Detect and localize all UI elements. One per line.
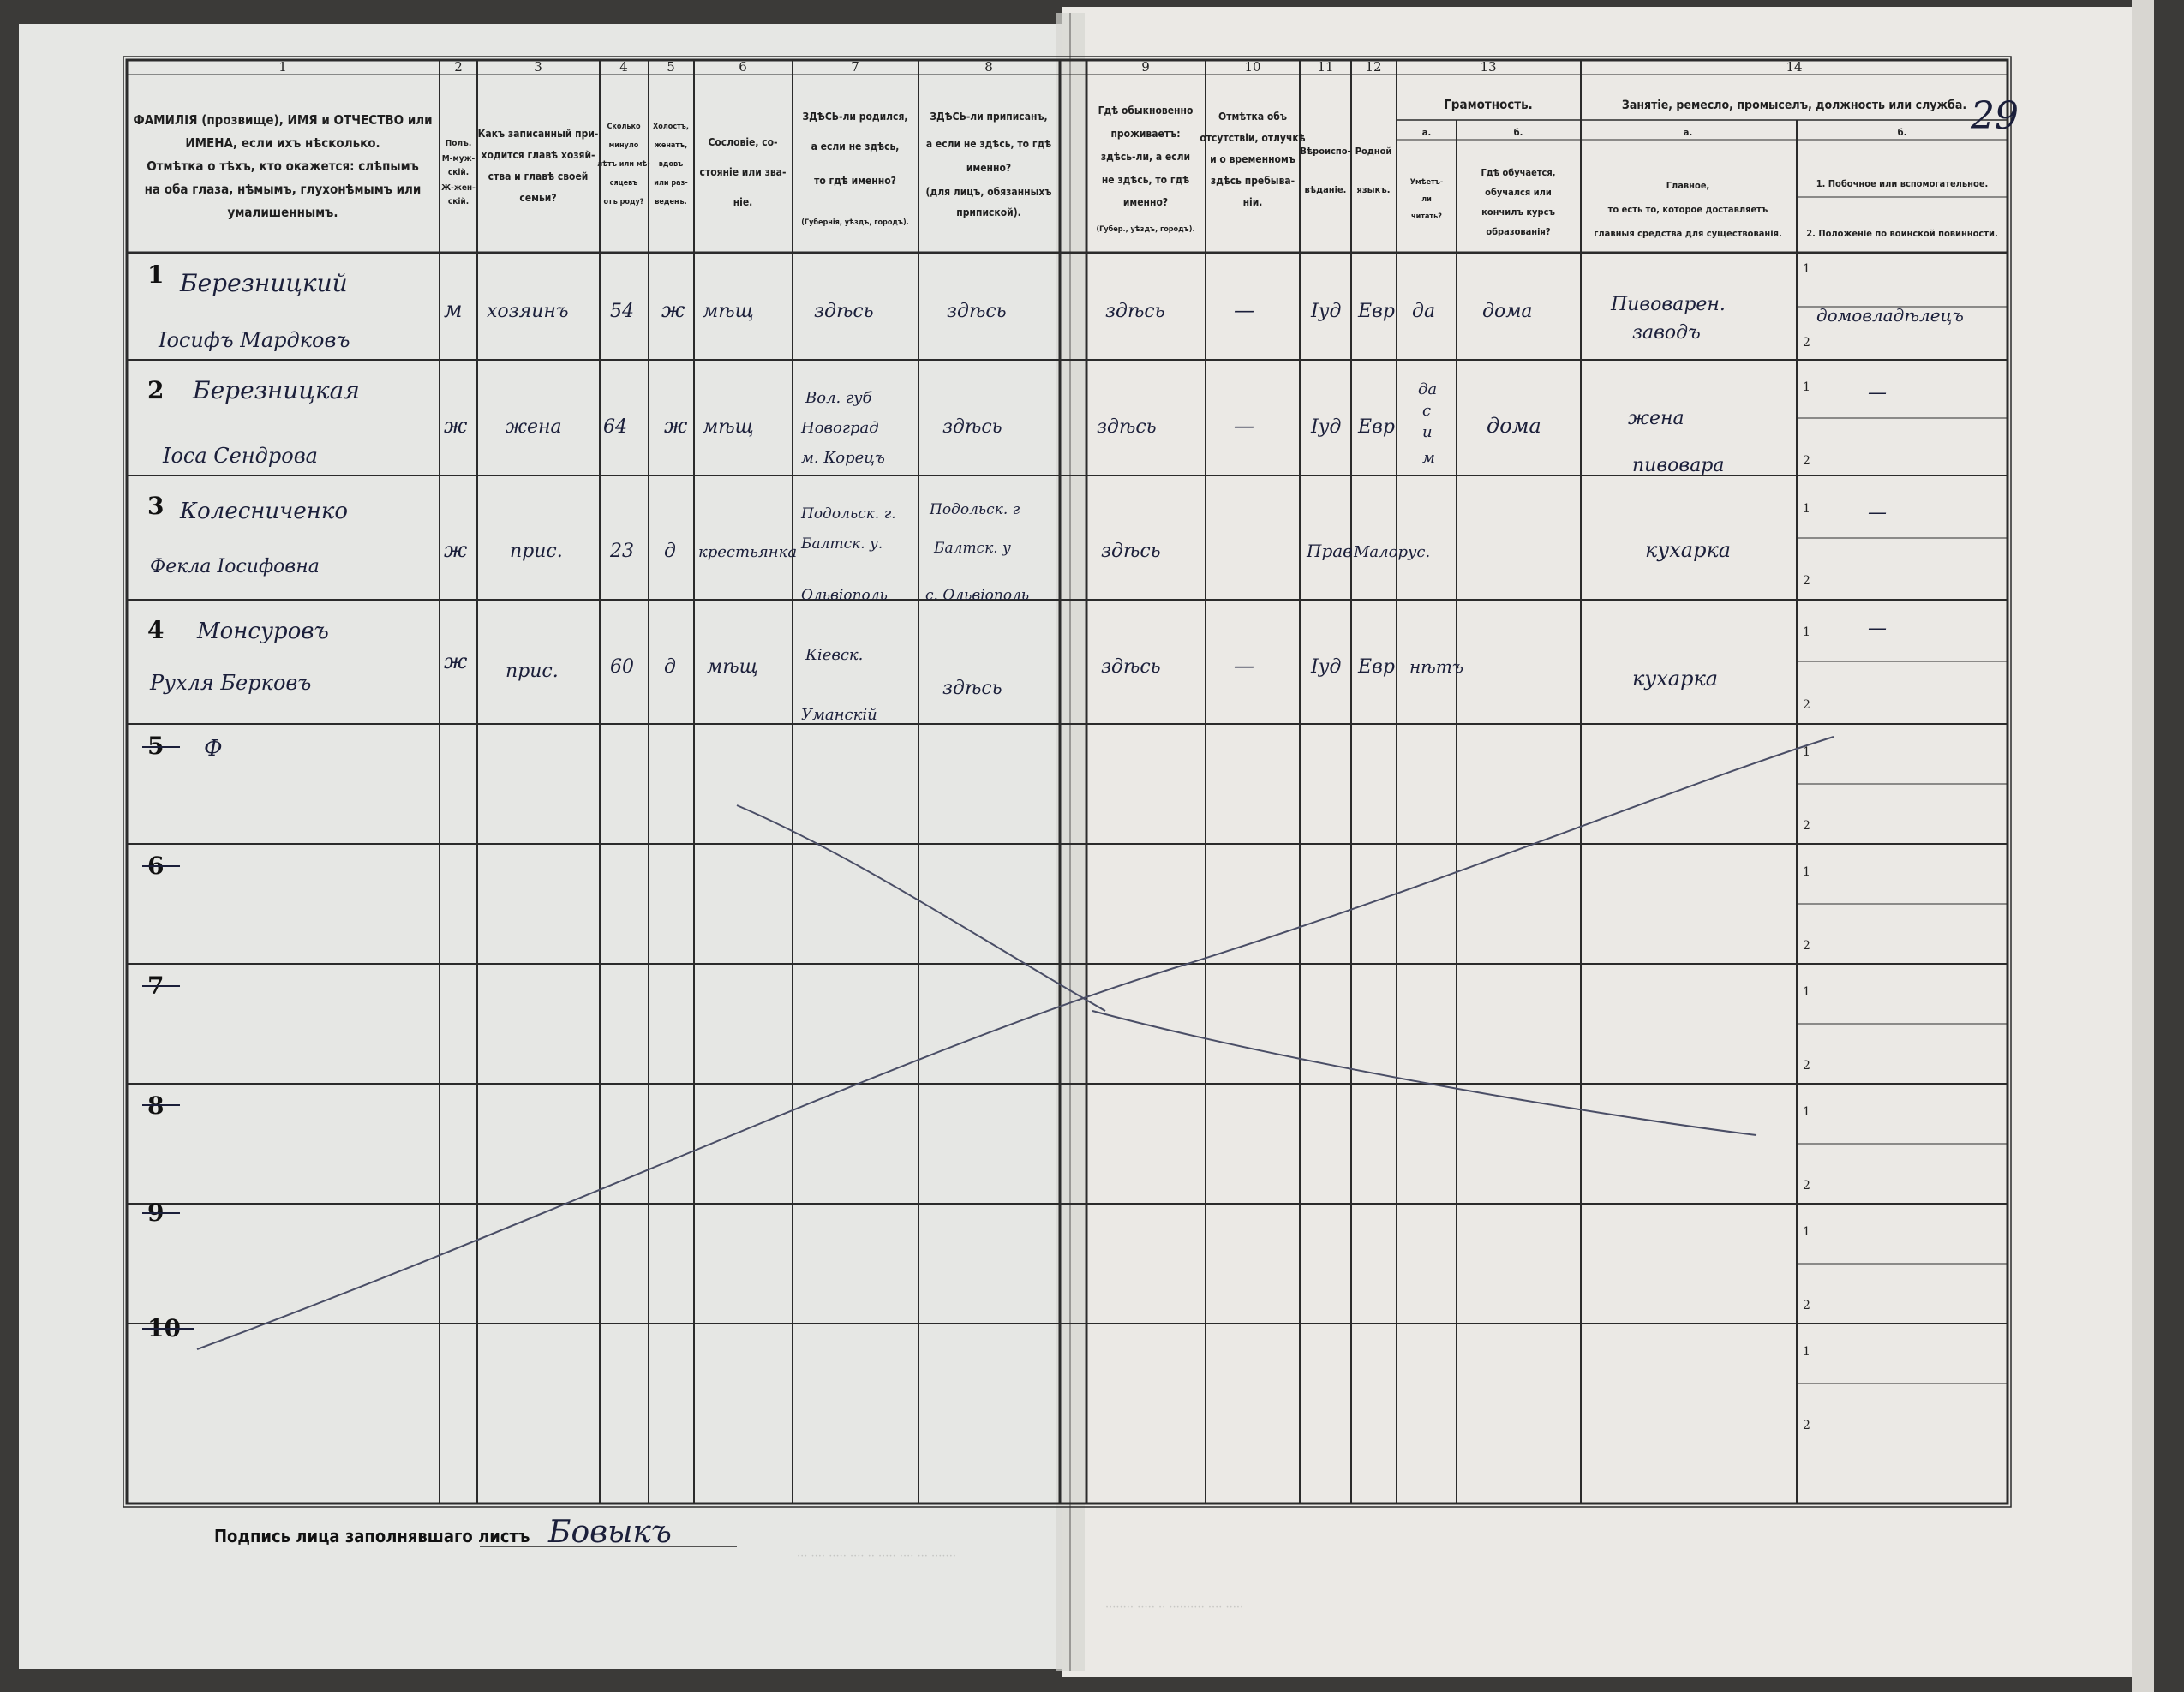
svg-text:здѣсь пребыва-: здѣсь пребыва- (1210, 175, 1295, 187)
svg-text:ніи.: ніи. (1242, 196, 1263, 208)
svg-text:ж: ж (444, 538, 468, 562)
svg-text:—: — (1868, 502, 1887, 523)
svg-text:2: 2 (1803, 336, 1810, 350)
svg-text:на оба глаза, нѣмымъ, глухонѣм: на оба глаза, нѣмымъ, глухонѣмымъ или (144, 182, 422, 197)
svg-text:1: 1 (1803, 745, 1810, 759)
svg-text:главныя средства для существов: главныя средства для существованія. (1594, 228, 1782, 239)
row-number: 4 (147, 616, 165, 644)
svg-text:Евр: Евр (1358, 416, 1395, 438)
svg-text:Іуд: Іуд (1311, 301, 1342, 322)
svg-text:умалишеннымъ.: умалишеннымъ. (227, 205, 338, 220)
svg-text:М-муж-: М-муж- (441, 154, 476, 164)
svg-text:1: 1 (1803, 502, 1810, 516)
svg-text:мѣщ: мѣщ (703, 416, 754, 438)
svg-text:а если не здѣсь, то гдѣ: а если не здѣсь, то гдѣ (925, 138, 1052, 150)
svg-text:ства и главѣ своей: ства и главѣ своей (488, 170, 589, 182)
column-number: 8 (984, 59, 993, 75)
svg-text:Сколько: Сколько (607, 123, 641, 131)
svg-text:Сословіе, со-: Сословіе, со- (708, 136, 778, 148)
svg-text:не здѣсь, то гдѣ: не здѣсь, то гдѣ (1101, 174, 1190, 186)
svg-text:Умѣетъ-: Умѣетъ- (1409, 178, 1444, 187)
svg-text:Вол. губ: Вол. губ (805, 389, 872, 407)
svg-text:Балтск. у: Балтск. у (934, 540, 1011, 557)
svg-text:Отмѣтка о тѣхъ, кто окажется:: Отмѣтка о тѣхъ, кто окажется: слѣпымъ (147, 158, 419, 174)
svg-text:Іуд: Іуд (1311, 416, 1342, 438)
svg-text:Евр: Евр (1358, 656, 1395, 678)
svg-text:именно?: именно? (1122, 196, 1169, 208)
svg-text:здѣсь: здѣсь (1097, 416, 1157, 438)
svg-text:Подольск. г: Подольск. г (930, 501, 1020, 518)
svg-text:Полъ.: Полъ. (445, 139, 472, 148)
svg-text:ЗДѢСЬ-ли приписанъ,: ЗДѢСЬ-ли приписанъ, (930, 111, 1048, 123)
svg-text:лѣтъ или мѣ-: лѣтъ или мѣ- (597, 160, 650, 169)
svg-text:с. Ольвіополь: с. Ольвіополь (925, 587, 1030, 604)
svg-text:и о временномъ: и о временномъ (1210, 153, 1295, 165)
svg-text:веденъ.: веденъ. (655, 198, 687, 206)
column-number: 14 (1786, 59, 1803, 75)
svg-text:Новоград: Новоград (801, 419, 879, 437)
svg-text:заводъ: заводъ (1632, 322, 1701, 344)
svg-text:—: — (1868, 618, 1887, 639)
svg-text:Пивоварен.: Пивоварен. (1611, 294, 1726, 315)
svg-text:жена: жена (1628, 408, 1684, 429)
row-number: 5 (147, 732, 165, 760)
svg-text:64: 64 (603, 416, 627, 438)
svg-text:Монсуровъ: Монсуровъ (197, 619, 329, 644)
svg-text:2: 2 (1803, 698, 1810, 712)
svg-text:а.: а. (1421, 127, 1432, 138)
svg-text:отсутствіи, отлучкѣ: отсутствіи, отлучкѣ (1200, 132, 1306, 144)
svg-text:2: 2 (1803, 574, 1810, 588)
svg-text:Родной: Родной (1355, 146, 1392, 157)
svg-text:Колесниченко: Колесниченко (180, 499, 349, 524)
svg-text:кончилъ курсъ: кончилъ курсъ (1481, 206, 1555, 218)
page-stamp: 29 (1971, 94, 2019, 138)
svg-text:здѣсь: здѣсь (1105, 301, 1165, 322)
column-number: 9 (1141, 59, 1150, 75)
svg-text:хозяинъ: хозяинъ (487, 301, 569, 322)
svg-text:вѣданіе.: вѣданіе. (1304, 184, 1347, 195)
svg-text:2: 2 (1803, 1179, 1810, 1193)
svg-text:м: м (444, 297, 463, 323)
svg-text:········ ····· ·· ·········· ·: ········ ····· ·· ·········· ···· ····· (1105, 1601, 1244, 1614)
right-page (1062, 7, 2144, 1677)
svg-text:скій.: скій. (447, 197, 470, 206)
svg-text:именно?: именно? (966, 162, 1012, 174)
svg-text:1: 1 (1803, 262, 1810, 276)
svg-text:дома: дома (1482, 301, 1533, 322)
column-number: 4 (619, 59, 628, 75)
svg-text:Малорус.: Малорус. (1354, 543, 1431, 561)
row-number: 9 (147, 1199, 165, 1227)
svg-text:Занятіе, ремесло, промыселъ, д: Занятіе, ремесло, промыселъ, должность или служба. (1621, 99, 1967, 112)
svg-text:то гдѣ именно?: то гдѣ именно? (814, 175, 896, 187)
svg-text:мѣщ: мѣщ (703, 301, 754, 322)
svg-text:Подольск. г.: Подольск. г. (801, 505, 896, 523)
svg-text:Іуд: Іуд (1311, 656, 1342, 678)
svg-text:2: 2 (1803, 1419, 1810, 1432)
svg-text:б.: б. (1897, 127, 1907, 138)
svg-text:здѣсь: здѣсь (814, 301, 874, 322)
svg-text:дома: дома (1487, 414, 1541, 438)
svg-text:обучался или: обучался или (1485, 187, 1552, 198)
svg-text:2: 2 (1803, 939, 1810, 953)
svg-text:2: 2 (1803, 1299, 1810, 1312)
svg-text:—: — (1234, 298, 1254, 322)
svg-text:Кіевск.: Кіевск. (805, 646, 864, 664)
svg-text:б.: б. (1513, 127, 1523, 138)
svg-text:1: 1 (1803, 1105, 1810, 1119)
svg-text:отъ роду?: отъ роду? (603, 198, 644, 206)
row5-mark: Ф (204, 736, 223, 762)
left-page (19, 24, 1068, 1669)
svg-text:здѣсь-ли, а если: здѣсь-ли, а если (1100, 151, 1191, 163)
svg-text:2: 2 (1803, 819, 1810, 833)
svg-text:Гдѣ обучается,: Гдѣ обучается, (1481, 167, 1556, 178)
svg-text:а.: а. (1683, 127, 1693, 138)
svg-text:Ольвіополь: Ольвіополь (801, 587, 888, 604)
svg-text:Вѣроиспо-: Вѣроиспо- (1300, 146, 1351, 157)
row-number: 6 (147, 852, 165, 880)
svg-text:минуло: минуло (608, 141, 639, 150)
svg-text:ЗДѢСЬ-ли родился,: ЗДѢСЬ-ли родился, (802, 111, 908, 123)
svg-text:ходится главѣ хозяй-: ходится главѣ хозяй- (481, 149, 595, 161)
svg-text:да: да (1418, 380, 1438, 398)
svg-text:60: 60 (610, 656, 634, 678)
svg-text:ж: ж (444, 414, 468, 438)
signature-label: Подпись лица заполнявшаго листъ (214, 1526, 530, 1546)
svg-text:ж: ж (661, 298, 685, 322)
svg-text:Уманскій: Уманскій (801, 706, 877, 724)
svg-text:крестьянка: крестьянка (698, 543, 798, 561)
svg-text:ФАМИЛІЯ (прозвище), ИМЯ и ОТЧЕ: ФАМИЛІЯ (прозвище), ИМЯ и ОТЧЕСТВО или (133, 112, 433, 128)
svg-text:ИМЕНА, если ихъ нѣсколько.: ИМЕНА, если ихъ нѣсколько. (185, 135, 380, 151)
column-number: 12 (1365, 59, 1382, 75)
svg-text:2: 2 (1803, 454, 1810, 468)
svg-text:кухарка: кухарка (1632, 667, 1719, 691)
svg-text:вдовъ: вдовъ (658, 160, 684, 169)
column-number: 11 (1317, 59, 1334, 75)
row-number: 7 (147, 972, 165, 1000)
column-number: 7 (851, 59, 859, 75)
svg-text:женатъ,: женатъ, (654, 141, 688, 150)
svg-text:д: д (664, 656, 676, 678)
svg-text:Березницкий: Березницкий (180, 269, 348, 297)
column-number: 13 (1480, 59, 1497, 75)
svg-text:2. Положеніе по воинской повин: 2. Положеніе по воинской повинности. (1806, 228, 1998, 239)
svg-text:жена: жена (506, 416, 562, 438)
svg-text:пивовара: пивовара (1632, 455, 1725, 476)
svg-text:Какъ записанный при-: Какъ записанный при- (477, 128, 599, 140)
svg-text:1: 1 (1803, 985, 1810, 999)
svg-text:припиской).: припиской). (956, 206, 1021, 218)
svg-text:1: 1 (1803, 625, 1810, 639)
column-number: 10 (1244, 59, 1261, 75)
svg-text:Гдѣ обыкновенно: Гдѣ обыкновенно (1098, 105, 1194, 117)
column-number: 6 (739, 59, 747, 75)
svg-text:—: — (1234, 414, 1254, 438)
row-number: 1 (147, 260, 165, 289)
svg-text:Евр: Евр (1358, 301, 1395, 322)
svg-text:54: 54 (610, 301, 634, 322)
svg-text:здѣсь: здѣсь (1101, 541, 1161, 562)
svg-text:2: 2 (1803, 1059, 1810, 1073)
svg-text:м. Корецъ: м. Корецъ (801, 449, 885, 467)
svg-text:скій.: скій. (447, 168, 470, 177)
svg-text:здѣсь: здѣсь (947, 301, 1007, 322)
svg-text:домовладѣлецъ: домовладѣлецъ (1816, 305, 1964, 326)
svg-text:да: да (1412, 301, 1436, 322)
svg-text:1: 1 (1803, 380, 1810, 394)
column-number: 2 (454, 59, 463, 75)
svg-text:Березницкая: Березницкая (193, 376, 360, 404)
row-number: 10 (147, 1314, 181, 1342)
svg-text:ніе.: ніе. (733, 196, 753, 208)
svg-text:здѣсь: здѣсь (1101, 656, 1161, 678)
svg-text:Грамотность.: Грамотность. (1444, 97, 1533, 112)
column-number: 3 (534, 59, 542, 75)
svg-text:(Губер., уѣздъ, городъ).: (Губер., уѣздъ, городъ). (1096, 225, 1195, 234)
svg-text:ж: ж (444, 649, 468, 673)
svg-text:кухарка: кухарка (1645, 538, 1732, 562)
svg-text:1: 1 (1803, 1345, 1810, 1359)
svg-text:нѣтъ: нѣтъ (1409, 656, 1464, 677)
svg-text:с: с (1422, 402, 1432, 420)
svg-text:Ж-жен-: Ж-жен- (441, 183, 476, 193)
svg-text:языкъ.: языкъ. (1356, 184, 1391, 195)
svg-text:то есть то, которое доставляет: то есть то, которое доставляетъ (1607, 204, 1768, 215)
svg-text:ли: ли (1421, 195, 1432, 204)
svg-text:здѣсь: здѣсь (942, 416, 1002, 438)
svg-text:1: 1 (1803, 865, 1810, 879)
svg-text:··· ···· ····· ···· ·· ····· ·: ··· ···· ····· ···· ·· ····· ···· ··· ······· (797, 1550, 956, 1563)
svg-text:ж: ж (664, 414, 688, 438)
svg-text:Іоса Сендрова: Іоса Сендрова (163, 444, 318, 468)
svg-text:читать?: читать? (1411, 212, 1442, 221)
svg-text:и: и (1422, 423, 1433, 441)
svg-text:проживаетъ:: проживаетъ: (1110, 128, 1181, 140)
svg-text:мѣщ: мѣщ (707, 656, 758, 678)
row-number: 8 (147, 1091, 165, 1120)
svg-text:м: м (1422, 449, 1435, 467)
svg-text:1. Побочное или вспомогательно: 1. Побочное или вспомогательное. (1816, 178, 1989, 189)
svg-text:здѣсь: здѣсь (942, 678, 1002, 699)
svg-text:Балтск. у.: Балтск. у. (801, 535, 883, 553)
svg-text:Рухля Берковъ: Рухля Берковъ (150, 671, 312, 695)
svg-text:Іосифъ Мардковъ: Іосифъ Мардковъ (159, 328, 350, 352)
row-number: 3 (147, 492, 165, 520)
svg-text:д: д (664, 541, 676, 562)
svg-text:(Губернія, уѣздъ, городъ).: (Губернія, уѣздъ, городъ). (801, 218, 909, 227)
svg-text:Главное,: Главное, (1666, 180, 1710, 191)
svg-text:стояніе или зва-: стояніе или зва- (699, 166, 787, 178)
svg-text:Фекла Іосифовна: Фекла Іосифовна (150, 556, 320, 577)
svg-text:прис.: прис. (510, 541, 563, 562)
svg-text:23: 23 (610, 541, 634, 562)
svg-text:Отмѣтка объ: Отмѣтка объ (1218, 111, 1287, 123)
svg-text:—: — (1234, 654, 1254, 678)
svg-text:образованія?: образованія? (1486, 226, 1551, 237)
svg-text:Холостъ,: Холостъ, (653, 123, 689, 131)
row-number: 2 (147, 376, 165, 404)
column-number: 1 (278, 59, 287, 75)
svg-text:1: 1 (1803, 1225, 1810, 1239)
svg-text:а если не здѣсь,: а если не здѣсь, (811, 141, 900, 152)
signature: Бовыкъ (548, 1515, 672, 1550)
svg-text:или раз-: или раз- (654, 179, 688, 188)
svg-text:прис.: прис. (506, 661, 559, 682)
svg-text:Прав: Прав (1307, 541, 1353, 561)
svg-text:—: — (1868, 382, 1887, 404)
svg-text:сяцевъ: сяцевъ (609, 179, 638, 188)
column-number: 5 (667, 59, 675, 75)
svg-text:(для лицъ, обязанныхъ: (для лицъ, обязанныхъ (925, 186, 1052, 198)
svg-text:семьи?: семьи? (519, 192, 557, 204)
